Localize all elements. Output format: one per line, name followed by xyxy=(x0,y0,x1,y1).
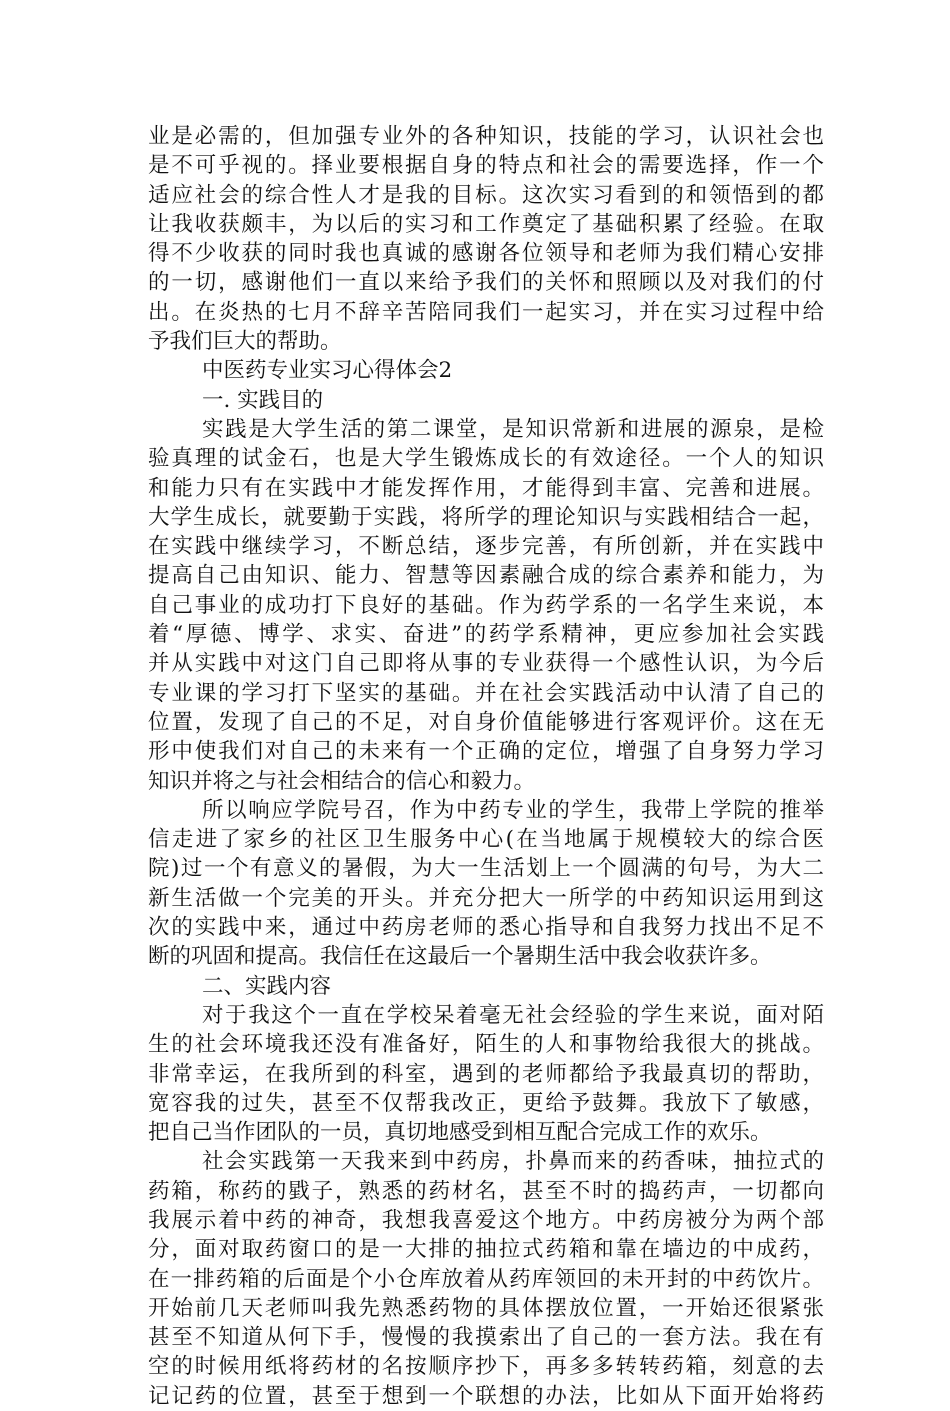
text-line: 适应社会的综合性人才是我的目标。这次实习看到的和领悟到的都 xyxy=(148,182,824,208)
text-line: 甚至不知道从何下手，慢慢的我摸索出了自己的一套方法。我在有 xyxy=(148,1325,824,1351)
text-line: 让我收获颇丰，为以后的实习和工作奠定了基础积累了经验。在取 xyxy=(148,211,824,237)
text-line: 开始前几天老师叫我先熟悉药物的具体摆放位置，一开始还很紧张 xyxy=(148,1295,824,1321)
section-heading: 中医药专业实习心得体会2 xyxy=(202,358,453,384)
section-heading: 一. 实践目的 xyxy=(202,387,324,413)
text-line: 位置，发现了自己的不足，对自身价值能够进行客观评价。这在无 xyxy=(148,709,824,735)
text-line: 专业课的学习打下坚实的基础。并在社会实践活动中认清了自己的 xyxy=(148,680,824,706)
text-line: 宽容我的过失，甚至不仅帮我改正，更给予鼓舞。我放下了敏感， xyxy=(148,1090,824,1116)
text-line: 知识并将之与社会相结合的信心和毅力。 xyxy=(148,768,536,794)
text-line: 予我们巨大的帮助。 xyxy=(148,329,342,355)
text-line: 提高自己由知识、能力、智慧等因素融合成的综合素养和能力，为 xyxy=(148,563,824,589)
text-line: 是不可乎视的。择业要根据自身的特点和社会的需要选择，作一个 xyxy=(148,153,824,179)
text-line: 在实践中继续学习，不断总结，逐步完善，有所创新，并在实践中 xyxy=(148,534,824,560)
text-line: 得不少收获的同时我也真诚的感谢各位领导和老师为我们精心安排 xyxy=(148,241,824,267)
text-line: 把自己当作团队的一员，真切地感受到相互配合完成工作的欢乐。 xyxy=(148,1120,772,1146)
text-line: 并从实践中对这门自己即将从事的专业获得一个感性认识，为今后 xyxy=(148,651,824,677)
text-line: 着“厚德、博学、求实、奋进”的药学系精神，更应参加社会实践 xyxy=(148,622,824,648)
section-heading: 二、实践内容 xyxy=(202,973,332,999)
text-line: 断的巩固和提高。我信任在这最后一个暑期生活中我会收获许多。 xyxy=(148,944,772,970)
text-line: 和能力只有在实践中才能发挥作用，才能得到丰富、完善和进展。 xyxy=(148,475,824,501)
text-line: 信走进了家乡的社区卫生服务中心(在当地属于规模较大的综合医 xyxy=(148,827,824,853)
text-line: 业是必需的，但加强专业外的各种知识，技能的学习，认识社会也 xyxy=(148,124,824,149)
text-line: 新生活做一个完美的开头。并充分把大一所学的中药知识运用到这 xyxy=(148,885,824,911)
text-line: 出。在炎热的七月不辞辛苦陪同我们一起实习，并在实习过程中给 xyxy=(148,299,824,325)
text-line: 对于我这个一直在学校呆着毫无社会经验的学生来说，面对陌 xyxy=(202,1002,824,1028)
text-line: 在一排药箱的后面是个小仓库放着从药库领回的未开封的中药饮片。 xyxy=(148,1266,824,1292)
text-line: 形中使我们对自己的未来有一个正确的定位，增强了自身努力学习 xyxy=(148,739,824,765)
text-line: 验真理的试金石，也是大学生锻炼成长的有效途径。一个人的知识 xyxy=(148,446,824,472)
text-line: 实践是大学生活的第二课堂，是知识常新和进展的源泉，是检 xyxy=(202,416,824,442)
text-line: 院)过一个有意义的暑假，为大一生活划上一个圆满的句号，为大二 xyxy=(148,856,824,882)
text-line: 空的时候用纸将药材的名按顺序抄下，再多多转转药箱，刻意的去 xyxy=(148,1354,824,1380)
text-line: 自己事业的成功打下良好的基础。作为药学系的一名学生来说，本 xyxy=(148,592,824,618)
text-line: 大学生成长，就要勤于实践，将所学的理论知识与实践相结合一起， xyxy=(148,504,824,530)
text-line: 的一切，感谢他们一直以来给予我们的关怀和照顾以及对我们的付 xyxy=(148,270,824,296)
text-line: 次的实践中来，通过中药房老师的悉心指导和自我努力找出不足不 xyxy=(148,915,824,941)
text-line: 非常幸运，在我所到的科室，遇到的老师都给予我最真切的帮助， xyxy=(148,1061,824,1087)
text-line: 社会实践第一天我来到中药房，扑鼻而来的药香味，抽拉式的 xyxy=(202,1149,824,1175)
text-line: 所以响应学院号召，作为中药专业的学生，我带上学院的推举 xyxy=(202,797,824,823)
document-body xyxy=(148,122,824,1411)
text-line: 药箱，称药的戥子，熟悉的药材名，甚至不时的捣药声，一切都向 xyxy=(148,1178,824,1204)
text-line: 分，面对取药窗口的是一大排的抽拉式药箱和靠在墙边的中成药， xyxy=(148,1237,824,1263)
text-line: 我展示着中药的神奇，我想我喜爱这个地方。中药房被分为两个部 xyxy=(148,1207,824,1233)
text-line: 生的社会环境我还没有准备好，陌生的人和事物给我很大的挑战。 xyxy=(148,1032,824,1058)
text-line: 记记药的位置，甚至于想到一个联想的办法，比如从下面开始将药 xyxy=(148,1383,824,1409)
